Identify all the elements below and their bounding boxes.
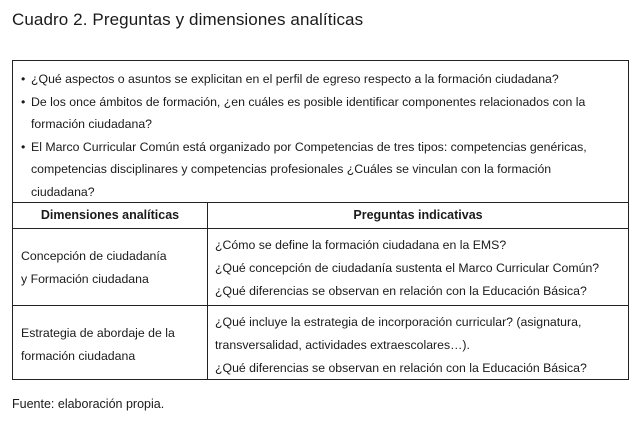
row-1-questions: [215, 234, 625, 303]
row-2-questions: [215, 311, 625, 380]
row-1-question-2: ¿Qué concepción de ciudadanía sustenta el Marco Curricular Común?: [215, 261, 600, 275]
intro-bullet-3-line-1: • El Marco Curricular Común está organizado por Competencias de tres tipos: competencias genéricas,: [31, 139, 587, 154]
row-2-question-3: ¿Qué diferencias se observan en relación con la Educación Básica?: [215, 361, 587, 375]
row-1-dimension-line-2: y Formación ciudadana: [21, 272, 149, 286]
row-1-dimension: [21, 245, 203, 291]
divider-header: [13, 228, 628, 229]
source-note: Fuente: elaboración propia.: [12, 397, 165, 411]
intro-bullet-3: [21, 136, 620, 204]
intro-bullet-2: [21, 91, 620, 136]
row-1-question-3: ¿Qué diferencias se observan en relación con la Educación Básica?: [215, 284, 587, 298]
intro-bullet-3-line-2: competencias disciplinares y competencias profesionales ¿Cuáles se vinculan con la formación: [31, 162, 552, 176]
table-frame: [12, 60, 629, 380]
row-2-dimension: [21, 322, 203, 368]
intro-bullet-3-line-3: ciudadana?: [31, 184, 95, 199]
header-questions: Preguntas indicativas: [353, 208, 483, 222]
row-1-question-1: ¿Cómo se define la formación ciudadana en la EMS?: [215, 238, 507, 252]
intro-questions: [13, 61, 628, 202]
intro-bullet-2-line-1: • De los once ámbitos de formación, ¿en cuáles es posible identificar componentes relacionados con la: [31, 94, 586, 109]
intro-bullet-1-text: ¿Qué aspectos o asuntos se explicitan en el perfil de egreso respecto a la formación ciudadana?: [31, 72, 559, 86]
row-2-question-2: transversalidad, actividades extraescolares…).: [215, 338, 470, 352]
intro-bullet-1: [21, 68, 620, 91]
header-dimensions: Dimensiones analíticas: [40, 208, 180, 222]
column-divider: [207, 202, 208, 379]
divider-row-1: [13, 305, 628, 306]
row-2-dimension-line-1: Estrategia de abordaje de la: [21, 326, 175, 340]
row-2-question-1: ¿Qué incluye la estrategia de incorporación curricular? (asignatura,: [215, 315, 582, 329]
intro-bullet-2-line-2: formación ciudadana?: [31, 117, 152, 131]
table-title: Cuadro 2. Preguntas y dimensiones analíticas: [12, 10, 364, 29]
row-2-dimension-line-2: formación ciudadana: [21, 349, 136, 363]
row-1-dimension-line-1: Concepción de ciudadanía: [21, 249, 167, 263]
